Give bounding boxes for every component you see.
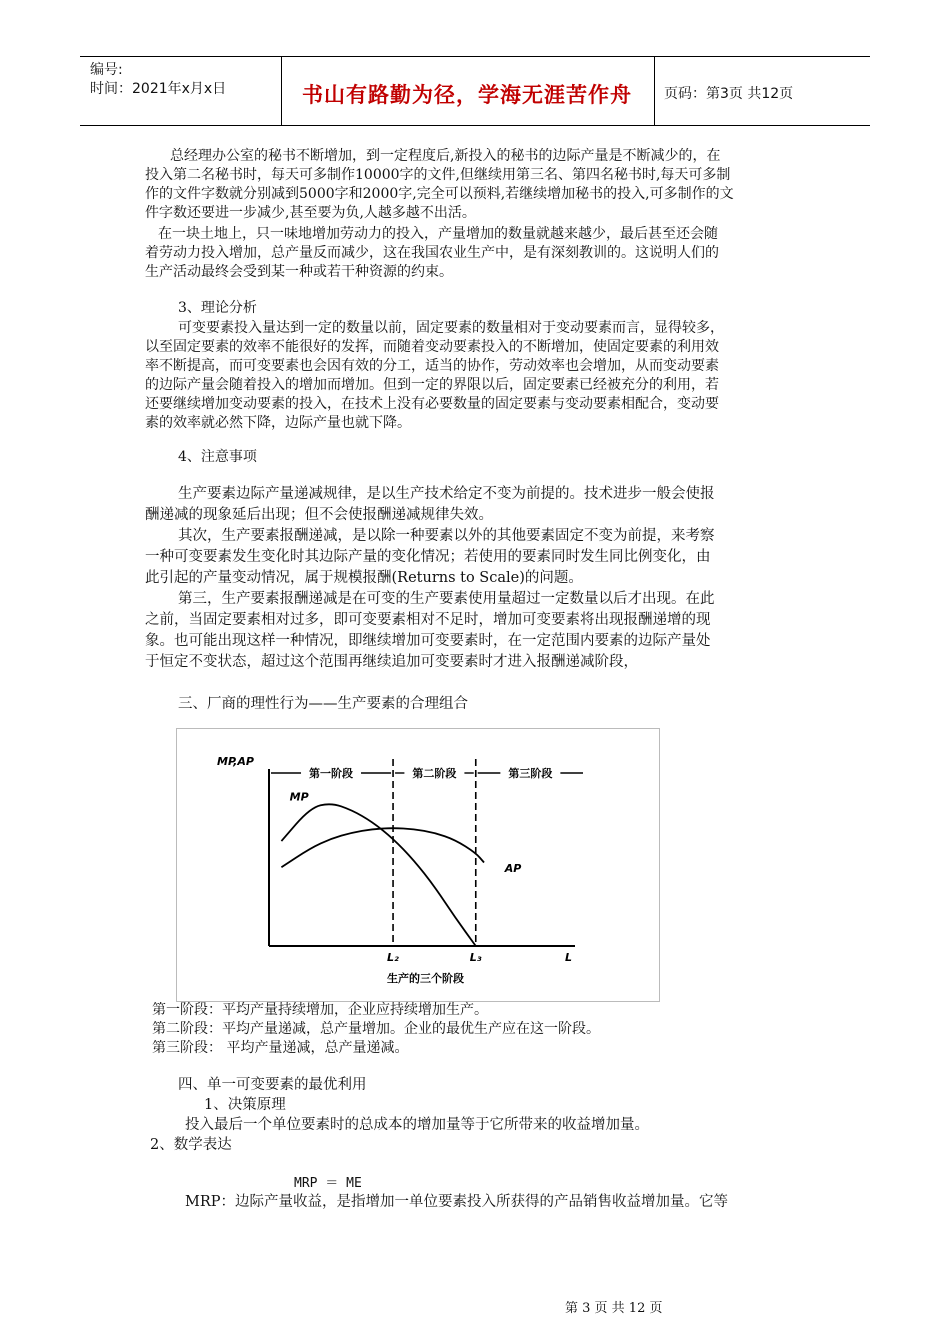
stage-note: 第一阶段：平均产量持续增加，企业应持续增加生产。 bbox=[152, 1002, 488, 1018]
para3-line: 以至固定要素的效率不能很好的发挥，而随着变动要素投入的不断增加，使固定要素的利用效 bbox=[145, 339, 719, 355]
section-3-title: 3、理论分析 bbox=[178, 300, 257, 316]
page-footer: 第 3 页 共 12 页 bbox=[565, 1301, 663, 1316]
para3-line: 素的效率就必然下降，边际产量也就下降。 bbox=[145, 415, 411, 431]
para4-line: 生产要素边际产量递减规律，是以生产技术给定不变为前提的。技术进步一般会使报 bbox=[178, 486, 715, 502]
stage-note: 第二阶段：平均产量递减，总产量增加。企业的最优生产应在这一阶段。 bbox=[152, 1021, 600, 1037]
para1-line: 作的文件字数就分别减到5000字和2000字,完全可以预料,若继续增加秘书的投入,可多制作的文 bbox=[145, 186, 734, 202]
para5-line: 其次，生产要素报酬递减，是以除一种要素以外的其他要素固定不变为前提，来考察 bbox=[178, 528, 715, 544]
y-axis-label: MP,AP bbox=[217, 755, 254, 768]
number-label: 编号: bbox=[90, 62, 123, 78]
curves bbox=[281, 790, 521, 946]
para1-line: 件字数还要进一步减少,甚至要为负,人越多越不出活。 bbox=[145, 205, 476, 221]
para6-line: 于恒定不变状态，超过这个范围再继续追加可变要素时才进入报酬递减阶段， bbox=[145, 654, 638, 670]
decision-title: 1、决策原理 bbox=[204, 1097, 286, 1113]
curve-ap bbox=[281, 828, 484, 867]
date-label: 时间：2021年x月x日 bbox=[90, 81, 227, 97]
stages-chart bbox=[176, 728, 660, 1002]
curve-label-ap: AP bbox=[504, 862, 522, 876]
section-four-title: 四、单一可变要素的最优利用 bbox=[178, 1077, 367, 1093]
x-tick-label: L₂ bbox=[387, 951, 399, 964]
chart-title: 生产的三个阶段 bbox=[387, 972, 464, 985]
stages-chart-svg bbox=[177, 729, 659, 1001]
x-axis-label: L bbox=[565, 951, 573, 964]
para2-line: 着劳动力投入增加，总产量反而减少，这在我国农业生产中，是有深刻教训的。这说明人们的 bbox=[145, 245, 719, 261]
header-page-info: 页码：第3页 共12页 bbox=[664, 86, 794, 102]
para6-line: 之前，当固定要素相对过多，即可变要素相对不足时，增加可变要素将出现报酬递增的现 bbox=[145, 612, 711, 628]
para1-line: 总经理办公室的秘书不断增加，到一定程度后,新投入的秘书的边际产量是不断减少的，在 bbox=[170, 148, 721, 164]
para3-line: 的边际产量会随着投入的增加而增加。但到一定的界限以后，固定要素已经被充分的利用，若 bbox=[145, 377, 719, 393]
stage-note: 第三阶段： 平均产量递减，总产量递减。 bbox=[152, 1040, 409, 1056]
para2-line: 在一块土地上，只一味地增加劳动力的投入，产量增加的数量就越来越少，最后甚至还会随 bbox=[158, 226, 718, 242]
stage-bar bbox=[271, 766, 583, 780]
math-title: 2、数学表达 bbox=[150, 1137, 232, 1153]
header-divider bbox=[654, 57, 655, 125]
mrp-text: MRP：边际产量收益，是指增加一单位要素投入所获得的产品销售收益增加量。它等 bbox=[185, 1194, 729, 1210]
stage-label: 第一阶段 bbox=[309, 767, 354, 780]
section-three-title: 三、厂商的理性行为——生产要素的合理组合 bbox=[178, 696, 468, 712]
para3-line: 率不断提高，而可变要素也会因有效的分工，适当的协作，劳动效率也会增加，从而变动要素 bbox=[145, 358, 719, 374]
curve-label-mp: MP bbox=[289, 790, 309, 804]
para1-line: 投入第二名秘书时，每天可多制作10000字的文件,但继续用第三名、第四名秘书时,每天可多制 bbox=[145, 167, 731, 183]
para4-line: 酬递减的现象延后出现；但不会使报酬递减规律失效。 bbox=[145, 507, 493, 523]
header-meta bbox=[90, 61, 226, 99]
formula: MRP ＝ ME bbox=[294, 1176, 362, 1191]
para2-line: 生产活动最终会受到某一种或若干种资源的约束。 bbox=[145, 264, 453, 280]
page-header bbox=[80, 56, 870, 126]
para3-line: 还要继续增加变动要素的投入，在技术上没有必要数量的固定要素与变动要素相配合，变动要 bbox=[145, 396, 719, 412]
para5-line: 一种可变要素发生变化时其边际产量的变化情况；若使用的要素同时发生同比例变化，由 bbox=[145, 549, 711, 565]
para5-line: 此引起的产量变动情况，属于规模报酬(Returns to Scale)的问题。 bbox=[145, 570, 583, 586]
header-motto: 书山有路勤为径，学海无涯苦作舟 bbox=[302, 83, 632, 107]
para3-line: 可变要素投入量达到一定的数量以前，固定要素的数量相对于变动要素而言，显得较多， bbox=[178, 320, 724, 336]
decision-text: 投入最后一个单位要素时的总成本的增加量等于它所带来的收益增加量。 bbox=[185, 1117, 649, 1133]
stage-label: 第二阶段 bbox=[412, 767, 457, 780]
x-tick-label: L₃ bbox=[469, 951, 482, 964]
para6-line: 象。也可能出现这样一种情况，即继续增加可变要素时，在一定范围内要素的边际产量处 bbox=[145, 633, 711, 649]
stage-label: 第三阶段 bbox=[508, 767, 553, 780]
section-4-title: 4、注意事项 bbox=[178, 449, 257, 465]
curve-mp bbox=[281, 804, 475, 946]
para6-line: 第三，生产要素报酬递减是在可变的生产要素使用量超过一定数量以后才出现。在此 bbox=[178, 591, 715, 607]
